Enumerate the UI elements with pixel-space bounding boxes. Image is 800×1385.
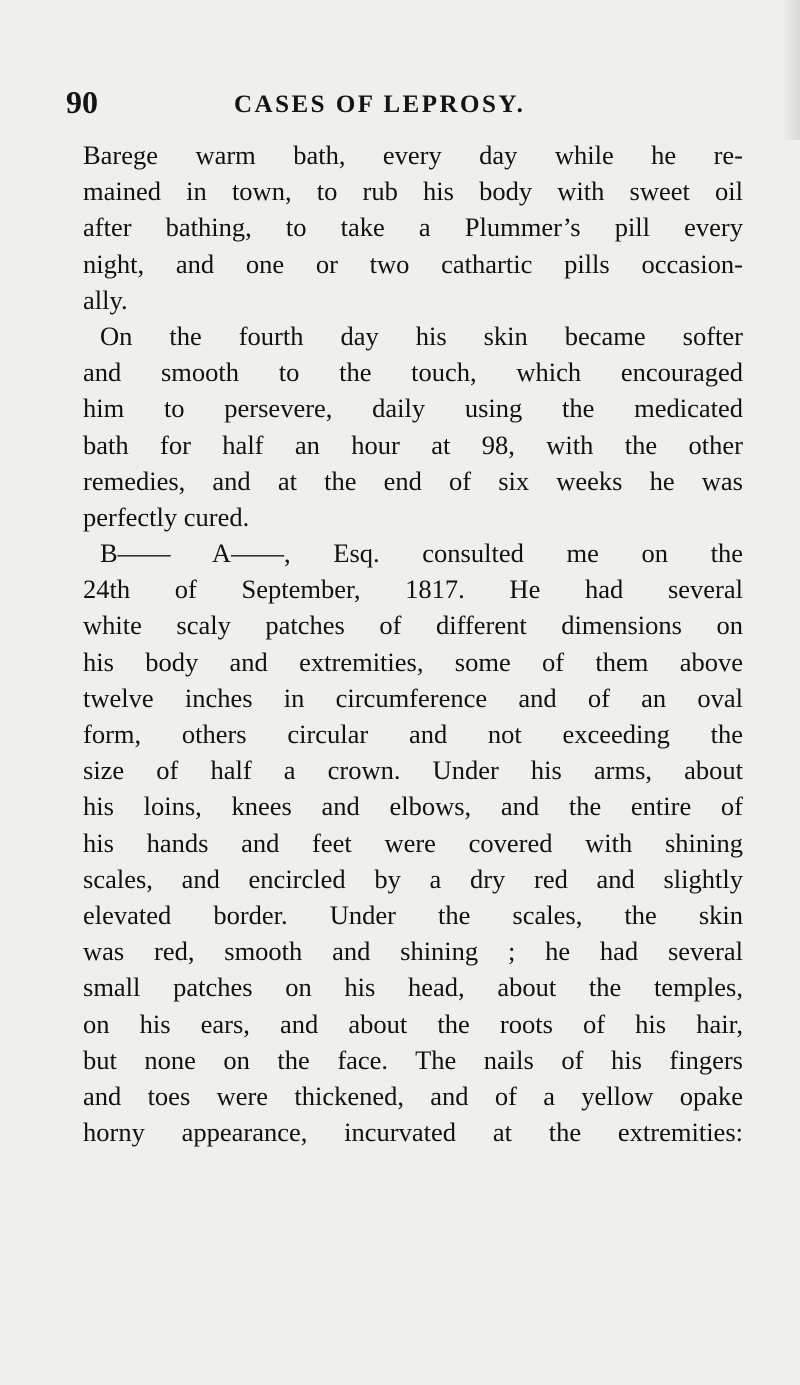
text-line: and smooth to the touch, which encouraged: [83, 357, 743, 388]
page-header: [66, 84, 766, 124]
text-line: night, and one or two cathartic pills occasion-: [83, 248, 743, 279]
page-edge-shadow: [782, 0, 800, 140]
text-line: On the fourth day his skin became softer: [100, 320, 743, 351]
text-line: elevated border. Under the scales, the skin: [83, 899, 743, 930]
text-line: twelve inches in circumference and of an oval: [83, 682, 743, 713]
text-line: after bathing, to take a Plummer’s pill every: [83, 212, 743, 243]
page-number: 90: [66, 84, 98, 120]
text-line: perfectly cured.: [83, 501, 250, 532]
text-line: mained in town, to rub his body with sweet oil: [83, 176, 743, 207]
text-line: 24th of September, 1817. He had several: [83, 574, 743, 605]
text-line: but none on the face. The nails of his fingers: [83, 1044, 743, 1075]
text-line: Barege warm bath, every day while he re-: [83, 140, 743, 170]
text-line: horny appearance, incurvated at the extremities:: [83, 1117, 743, 1148]
text-line: form, others circular and not exceeding the: [83, 719, 743, 749]
text-line: size of half a crown. Under his arms, about: [83, 755, 743, 786]
running-title: CASES OF LEPROSY.: [234, 91, 526, 118]
text-line: his hands and feet were covered with shining: [83, 827, 743, 858]
text-line: him to persevere, daily using the medicated: [83, 393, 743, 424]
text-line: white scaly patches of different dimensions on: [83, 610, 743, 641]
text-line: remedies, and at the end of six weeks he was: [83, 465, 743, 496]
text-line: and toes were thickened, and of a yellow opake: [83, 1080, 743, 1111]
text-line: scales, and encircled by a dry red and slightly: [83, 863, 743, 894]
text-line: ally.: [83, 284, 128, 315]
text-line: his body and extremities, some of them above: [83, 646, 743, 677]
text-line: his loins, knees and elbows, and the entire of: [83, 791, 743, 822]
text-line: B—— A——, Esq. consulted me on the: [100, 538, 743, 569]
body-text: [83, 137, 743, 1150]
text-line: was red, smooth and shining ; he had several: [83, 936, 743, 967]
text-line: on his ears, and about the roots of his hair,: [83, 1008, 743, 1039]
text-line: bath for half an hour at 98, with the other: [83, 429, 743, 460]
text-line: small patches on his head, about the temples,: [83, 972, 743, 1003]
